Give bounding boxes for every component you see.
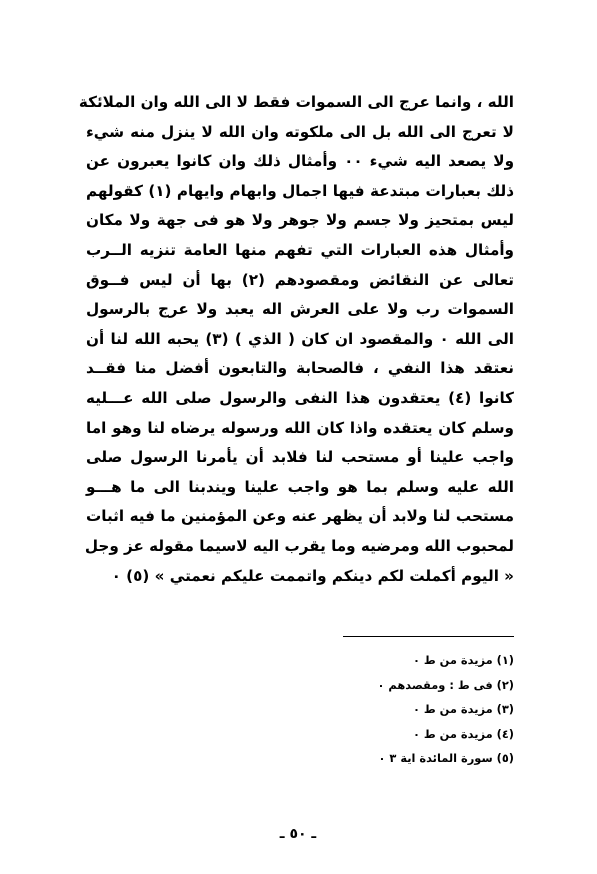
text-line: الله ، وانما عرج الى السموات فقط لا الى الله وان الملائكة — [78, 93, 514, 111]
text-line: الله عليه وسلم بما هو واجب علينا ويندبنا الى ما هـــو — [86, 477, 514, 496]
text-line: لا تعرج الى الله بل الى ملكوته وان الله لا ينزل منه شيء — [86, 122, 514, 141]
text-line: ليس بمتحيز ولا جسم ولا جوهر ولا هو فى جهة ولا مكان — [86, 211, 514, 230]
text-line: الى الله ٠ والمقصود ان كان ( الذي ) (٣) يحبه الله لنا أن — [86, 329, 514, 348]
footnotes — [300, 648, 514, 771]
text-line: وسلم كان يعتقده واذا كان الله ورسوله يرضاه لنا وهو اما — [86, 418, 514, 437]
text-line: نعتقد هذا النفي ، فالصحابة والتابعون أفضل منا فقــد — [86, 359, 514, 378]
footnote-separator — [343, 636, 514, 637]
text-line: ذلك بعبارات مبتدعة فيها اجمال وابهام وايهام (١) كقولهم — [86, 181, 514, 200]
text-line: ولا يصعد اليه شيء ٠٠ وأمثال ذلك وان كانوا يعبرون عن — [86, 152, 515, 171]
footnote: (٤) مزيدة من ط ٠ — [412, 726, 514, 741]
text-line: لمحبوب الله ومرضيه وما يقرب اليه لاسيما مقوله عز وجل — [84, 536, 514, 555]
text-line: مستحب لنا ولابد أن يظهر عنه وعن المؤمنين ما فيه اثبات — [86, 507, 514, 526]
text-line: « اليوم أكملت لكم دينكم واتممت عليكم نعمتي » (٥) ٠ — [111, 566, 514, 585]
text-line: وأمثال هذه العبارات التي تفهم منها العامة تنزيه الــرب — [86, 240, 514, 259]
text-line: السموات رب ولا على العرش اله يعبد ولا عرج بالرسول — [86, 300, 514, 319]
footnote: (١) مزيدة من ط ٠ — [412, 653, 514, 667]
footnote: (٥) سورة المائدة اية ٣ ٠ — [378, 751, 514, 766]
text-line: واجب علينا أو مستحب لنا فلابد أن يأمرنا الرسول صلى — [86, 448, 514, 467]
main-text — [78, 88, 515, 591]
page-number: ـ ٥٠ ـ — [279, 826, 317, 842]
text-line: كانوا (٤) يعتقدون هذا النفى والرسول صلى الله عـــليه — [86, 388, 514, 407]
footnote: (٢) فى ط : ومقصدهم ٠ — [377, 677, 514, 692]
text-line: تعالى عن النقائض ومقصودهم (٢) بها أن ليس فــوق — [86, 270, 514, 289]
footnote: (٣) مزيدة من ط ٠ — [412, 702, 514, 717]
